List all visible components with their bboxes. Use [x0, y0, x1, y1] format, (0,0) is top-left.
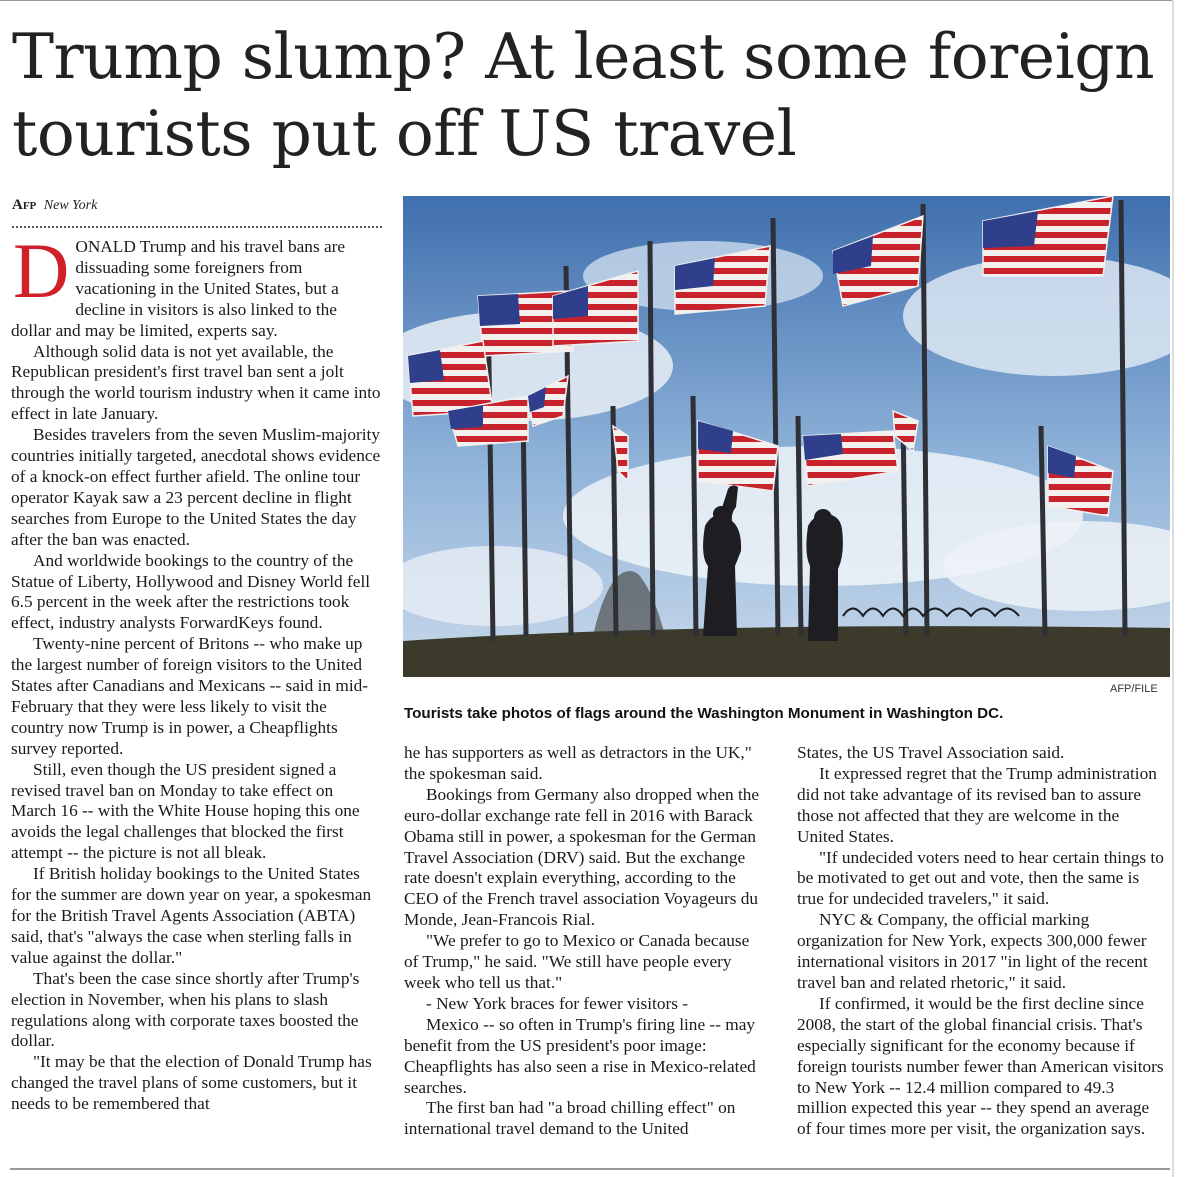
article-photo	[403, 196, 1170, 677]
lead-text: ONALD Trump and his travel bans are dissuading some foreigners from vacationing in the United States, but a decline in visitors is also linked to the dollar and may be limited, experts say.	[11, 237, 346, 340]
lead-paragraph	[11, 227, 381, 342]
paragraph: The first ban had "a broad chilling effect" on international travel demand to the United	[404, 1098, 736, 1139]
paragraph: And worldwide bookings to the country of the Statue of Liberty, Hollywood and Disney World fell 6.5 percent in the week after the restrictions took effect, industry analysts ForwardKeys found.	[11, 550, 371, 633]
paragraph: That's been the case since shortly after Trump's election in November, when his plans to slash regulations along with corporate taxes boosted the dollar.	[11, 968, 360, 1051]
dropcap: D	[13, 227, 70, 314]
top-border	[0, 0, 1172, 1]
bottom-rule	[10, 1168, 1170, 1170]
byline	[12, 197, 97, 214]
paragraph: Mexico -- so often in Trump's firing line -- may benefit from the US president's poor image: Cheapflights has also seen a rise in Mexico-related searches.	[404, 1014, 756, 1097]
paragraph: "If undecided voters need to hear certain things to be motivated to get out and vote, then the same is true for undecided travelers," it said.	[797, 847, 1164, 909]
photo-credit: AFP/FILE	[1110, 683, 1158, 695]
paragraph: Besides travelers from the seven Muslim-majority countries initially targeted, anecdotal shows evidence of a knock-on effect further afield. The online tour operator Kayak saw a 23 percent decline in flight searches from Europe to the United States the day after the ban was enacted.	[11, 425, 381, 549]
paragraph-continued: he has supporters as well as detractors in the UK," the spokesman said.	[404, 743, 752, 783]
paragraph: Although solid data is not yet available, the Republican president's first travel ban sent a jolt through the world tourism industry when it came into effect in late January.	[11, 341, 381, 424]
headline: Trump slump? At least some foreign tourists put off US travel	[12, 20, 1155, 170]
paragraph: If British holiday bookings to the United States for the summer are down year on year, a spokesman for the British Travel Agents Association (ABTA) said, that's "always the case when sterling falls in value against the dollar."	[11, 864, 372, 967]
article-column-1	[11, 227, 381, 1115]
article-column-3	[797, 743, 1167, 1140]
paragraph: NYC & Company, the official marking organization for New York, expects 300,000 fewer international visitors in 2017 "in light of the recent travel ban and related rhetoric," it said.	[797, 910, 1148, 992]
paragraph-continued: States, the US Travel Association said.	[797, 743, 1065, 762]
byline-agency: Afp	[12, 197, 37, 213]
article-column-2	[404, 743, 766, 1140]
right-border	[1172, 0, 1174, 1177]
paragraph: Bookings from Germany also dropped when the euro-dollar exchange rate fell in 2016 with Barack Obama still in power, a spokesman for the German Travel Association (DRV) said. But the exchange rate doesn't explain everything, according to the CEO of the French travel association Voyageurs du Monde, Jean-Francois Rial.	[404, 784, 760, 930]
photo-caption: Tourists take photos of flags around the Washington Monument in Washington DC.	[404, 705, 1004, 722]
paragraph: "We prefer to go to Mexico or Canada because of Trump," he said. "We still have people every week who tell us that."	[404, 931, 750, 992]
paragraph: If confirmed, it would be the first decline since 2008, the start of the global financial crisis. That's especially significant for the economy because if foreign tourists number fewer than American visitors to New York -- 12.4 million compared to 49.3 million expected this year -- they spend an average of four times more per visit, the organization says.	[797, 993, 1164, 1139]
byline-location: New York	[43, 198, 98, 213]
paragraph: Still, even though the US president signed a revised travel ban on Monday to take effect on March 16 -- with the White House hoping this one avoids the legal challenges that blocked the first attempt -- the picture is not all bleak.	[11, 759, 360, 863]
paragraph: Twenty-nine percent of Britons -- who make up the largest number of foreign visitors to the United States after Canadians and Mexicans -- said in mid-February that they were less likely to visit the country now Trump is in power, a Cheapflights survey reported.	[11, 634, 369, 758]
paragraph: "It may be that the election of Donald Trump has changed the travel plans of some customers, but it needs to be remembered that	[11, 1052, 372, 1114]
subheading: - New York braces for fewer visitors -	[426, 993, 689, 1013]
paragraph: It expressed regret that the Trump administration did not take advantage of its revised ban to assure those not affected that they are welcome in the United States.	[797, 763, 1157, 846]
